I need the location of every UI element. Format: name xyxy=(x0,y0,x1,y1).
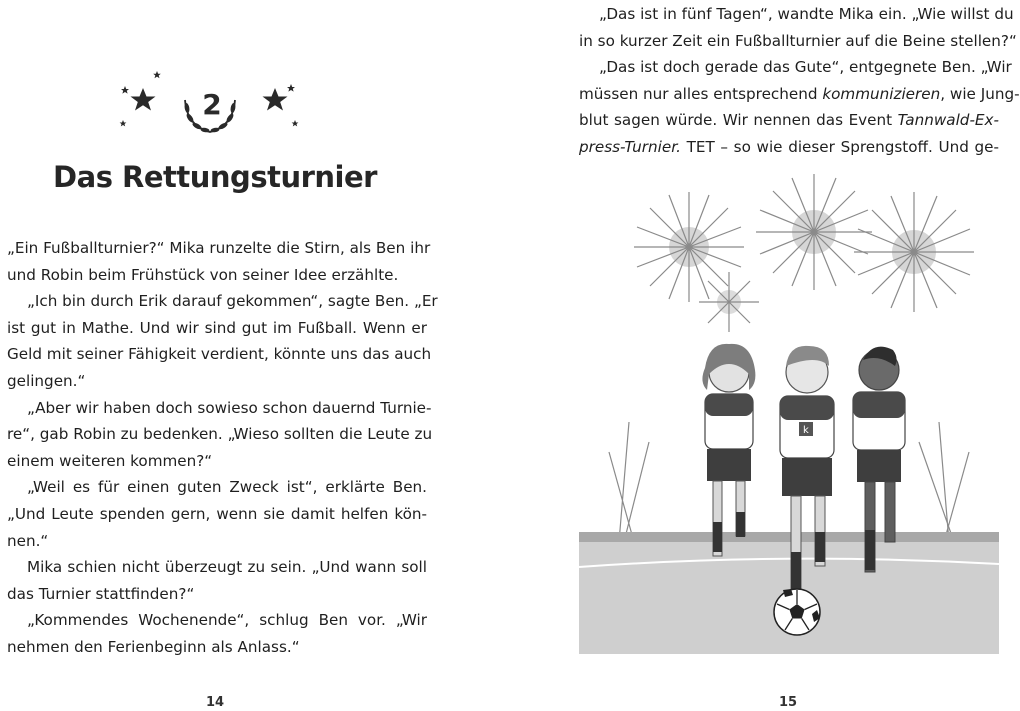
soccer-kids-illustration xyxy=(579,172,999,654)
text-line: Mika schien nicht überzeugt zu sein. „Und wann soll xyxy=(27,558,427,577)
text-run: TET – so wie dieser Sprengstoff. Und ge- xyxy=(680,137,999,156)
text-line xyxy=(579,81,1020,108)
soccer-ball-icon xyxy=(774,589,820,635)
small-star-icon xyxy=(153,71,161,78)
text-run: blut sagen würde. Wir nennen das Event xyxy=(579,111,898,130)
chapter-number: 2 xyxy=(202,88,222,121)
text-line: in so kurzer Zeit ein Fußballturnier auf die Beine stellen?“ xyxy=(579,31,1017,50)
text-line: „Ich bin durch Erik darauf gekommen“, sagte Ben. „Er xyxy=(27,292,438,311)
small-star-icon xyxy=(120,120,127,126)
small-star-icon xyxy=(292,120,299,126)
text-line: einem weiteren kommen?“ xyxy=(7,451,213,470)
text-line xyxy=(579,107,999,134)
text-line: ist gut in Mathe. Und wir sind gut im Fußball. Wenn er xyxy=(7,318,427,337)
left-page xyxy=(0,0,500,711)
text-line: das Turnier stattfinden?“ xyxy=(7,584,195,603)
small-star-icon xyxy=(287,84,295,92)
text-line: nehmen den Ferienbeginn als Anlass.“ xyxy=(7,637,300,656)
text-line: „Das ist in fünf Tagen“, wandte Mika ein. „Wie willst du xyxy=(599,5,1014,23)
text-line: „Und Leute spenden gern, wenn sie damit helfen kön- xyxy=(7,504,427,523)
right-page xyxy=(500,0,1020,711)
small-star-icon xyxy=(121,86,129,94)
body-text-right xyxy=(579,1,1020,161)
star-icon xyxy=(263,88,288,111)
text-run-italic: press-Turnier. xyxy=(579,137,681,156)
text-run: , wie Jung- xyxy=(940,84,1020,103)
text-run-italic: kommunizieren xyxy=(822,84,941,103)
text-line: und Robin beim Frühstück von seiner Idee erzählte. xyxy=(7,265,399,284)
star-icon xyxy=(131,88,156,111)
text-line: „Kommendes Wochenende“, schlug Ben vor. „Wir xyxy=(27,611,427,630)
page-number: 15 xyxy=(778,695,798,710)
text-line: Geld mit seiner Fähigkeit verdient, könnte uns das auch xyxy=(7,345,432,364)
shirt-badge: k xyxy=(803,425,809,436)
page-number: 14 xyxy=(205,695,225,710)
text-line: „Aber wir haben doch sowieso schon dauernd Turnie- xyxy=(27,398,432,417)
text-run-italic: Tannwald-Ex- xyxy=(897,111,999,130)
text-line: „Weil es für einen guten Zweck ist“, erklärte Ben. xyxy=(27,478,427,497)
text-line: „Ein Fußballturnier?“ Mika runzelte die Stirn, als Ben ihr xyxy=(7,239,431,257)
text-line: „Das ist doch gerade das Gute“, entgegnete Ben. „Wir xyxy=(599,58,1012,77)
body-text-left xyxy=(7,235,438,661)
text-line xyxy=(579,134,999,161)
chapter-title: Das Rettungsturnier xyxy=(53,160,377,194)
text-line: nen.“ xyxy=(7,531,49,550)
text-line: re“, gab Robin zu bedenken. „Wieso sollten die Leute zu xyxy=(7,425,433,444)
text-run: müssen nur alles entsprechend xyxy=(579,84,823,103)
text-line: gelingen.“ xyxy=(7,371,86,390)
